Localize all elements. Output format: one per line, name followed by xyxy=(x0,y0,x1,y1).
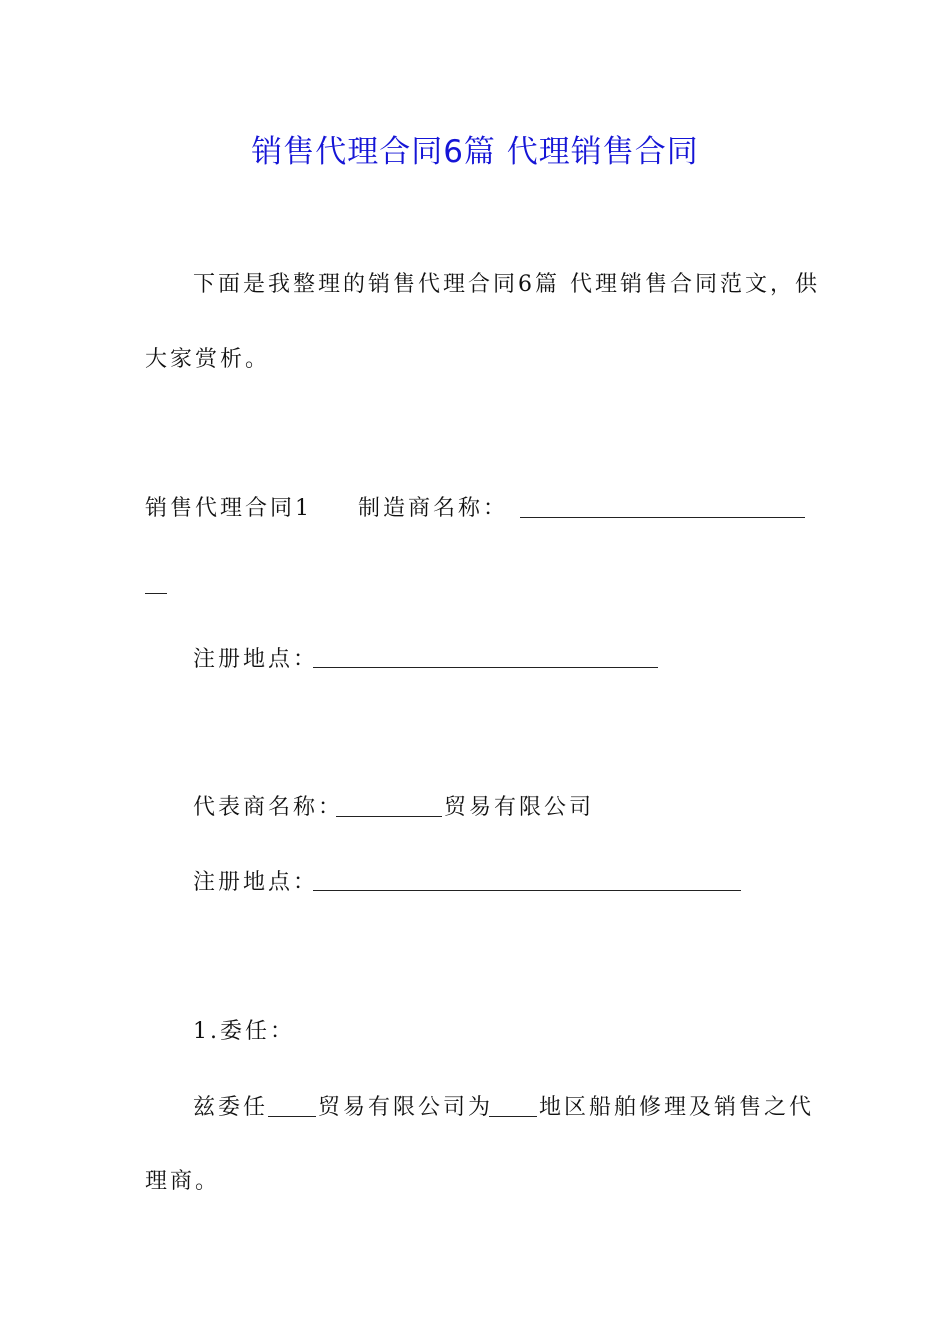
registered-address-blank-1 xyxy=(313,667,658,668)
section-1-text-b: 贸易有限公司为 xyxy=(318,1095,494,1120)
contract-heading: 销售代理合同1 xyxy=(145,496,312,521)
intro-line-1: 下面是我整理的销售代理合同6篇 代理销售合同范文，供 xyxy=(193,272,820,297)
agent-company-blank xyxy=(268,1116,316,1117)
intro-line-2: 大家赏析。 xyxy=(145,347,271,372)
manufacturer-label: 制造商名称： xyxy=(358,496,509,521)
representative-label: 代表商名称： xyxy=(193,795,344,820)
section-1-heading: 1.委任： xyxy=(193,1019,295,1044)
registered-address-label-2: 注册地点： xyxy=(193,870,319,895)
registered-address-blank-2 xyxy=(313,890,741,891)
section-1-text-c: 地区船舶修理及销售之代 xyxy=(539,1095,815,1120)
section-1-text-continued: 理商。 xyxy=(145,1169,221,1194)
manufacturer-name-blank xyxy=(520,517,805,518)
section-1-text-a: 兹委任 xyxy=(193,1095,269,1120)
representative-suffix: 贸易有限公司 xyxy=(444,795,595,820)
registered-address-label-1: 注册地点： xyxy=(193,647,319,672)
document-title: 销售代理合同6篇 代理销售合同 xyxy=(251,134,699,170)
region-blank xyxy=(489,1116,537,1117)
manufacturer-name-blank-continued xyxy=(145,593,167,594)
representative-name-blank xyxy=(336,816,442,817)
